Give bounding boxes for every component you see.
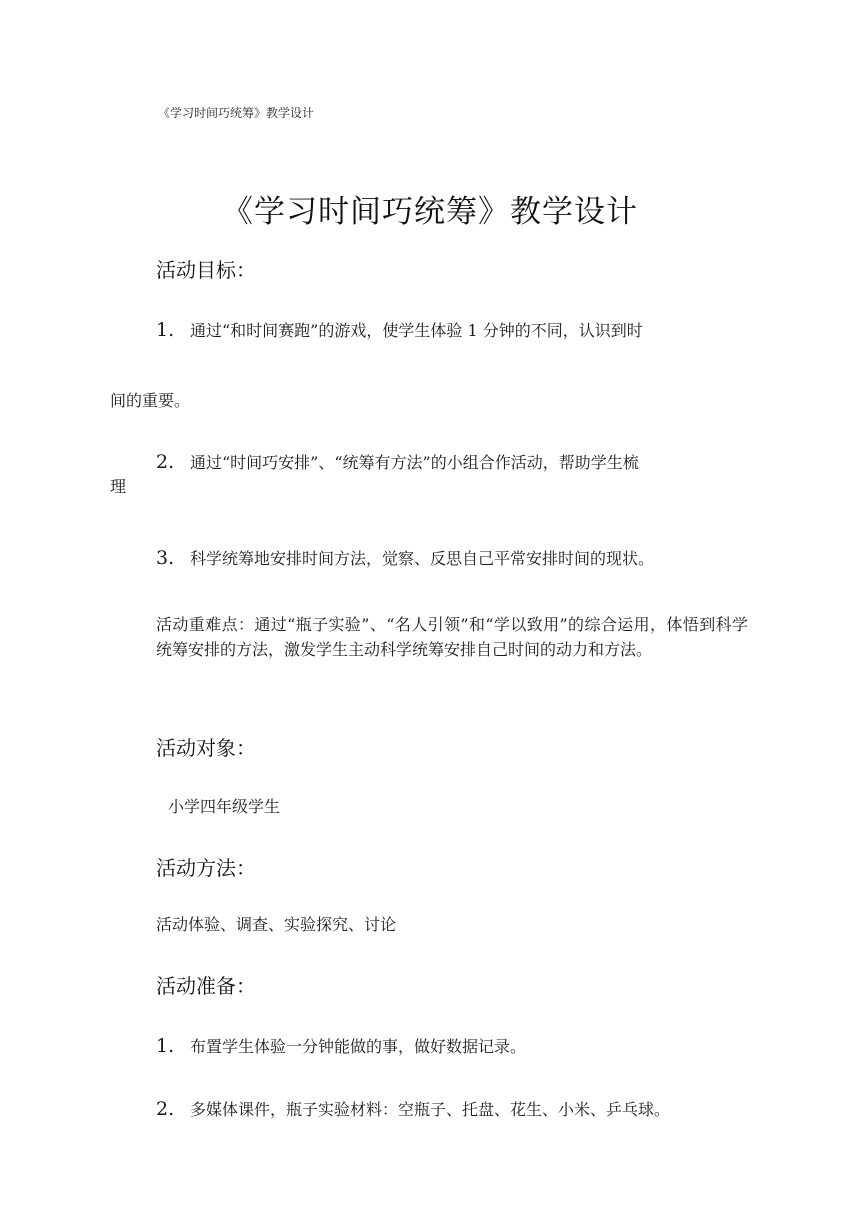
goal-item-2-text: 通过“时间巧安排”、“统筹有方法”的小组合作活动，帮助学生梳 [190, 453, 639, 472]
prep-item-1-text: 布置学生体验一分钟能做的事，做好数据记录。 [190, 1037, 527, 1056]
section-heading-preparation: 活动准备： [156, 974, 256, 998]
goal-item-2 [156, 450, 639, 473]
goal-item-2-continuation: 理 [110, 477, 127, 496]
key-points-paragraph: 活动重难点：通过“瓶子实验”、“名人引领”和“学以致用”的综合运用，体悟到科学统筹安排的方法，激发学生主动科学统筹安排自己时间的动力和方法。 [156, 615, 748, 659]
section-heading-audience: 活动对象： [156, 736, 256, 760]
section-heading-methods: 活动方法： [156, 856, 256, 880]
goal-item-1-text: 通过“和时间赛跑”的游戏，使学生体验 1 分钟的不同，认识到时 [190, 321, 643, 340]
prep-item-1 [156, 1034, 526, 1057]
section-heading-goals: 活动目标： [156, 258, 256, 282]
methods-text: 活动体验、调查、实验探究、讨论 [156, 915, 397, 934]
goal-item-1-number: 1. [156, 319, 175, 341]
running-header: 《学习时间巧统筹》教学设计 [158, 106, 315, 120]
goal-item-1 [156, 318, 643, 341]
goal-item-1-continuation: 间的重要。 [110, 391, 191, 410]
prep-item-1-number: 1. [156, 1035, 175, 1057]
goal-item-3 [156, 546, 654, 569]
goal-item-3-text: 科学统筹地安排时间方法，觉察、反思自己平常安排时间的现状。 [190, 549, 655, 568]
goal-item-2-number: 2. [156, 451, 175, 473]
prep-item-2 [156, 1097, 670, 1120]
prep-item-2-number: 2. [156, 1098, 175, 1120]
audience-text: 小学四年级学生 [168, 797, 281, 816]
goal-item-3-number: 3. [156, 547, 175, 569]
document-title: 《学习时间巧统筹》教学设计 [222, 194, 638, 230]
prep-item-2-text: 多媒体课件，瓶子实验材料：空瓶子、托盘、花生、小米、乒乓球。 [190, 1100, 671, 1119]
